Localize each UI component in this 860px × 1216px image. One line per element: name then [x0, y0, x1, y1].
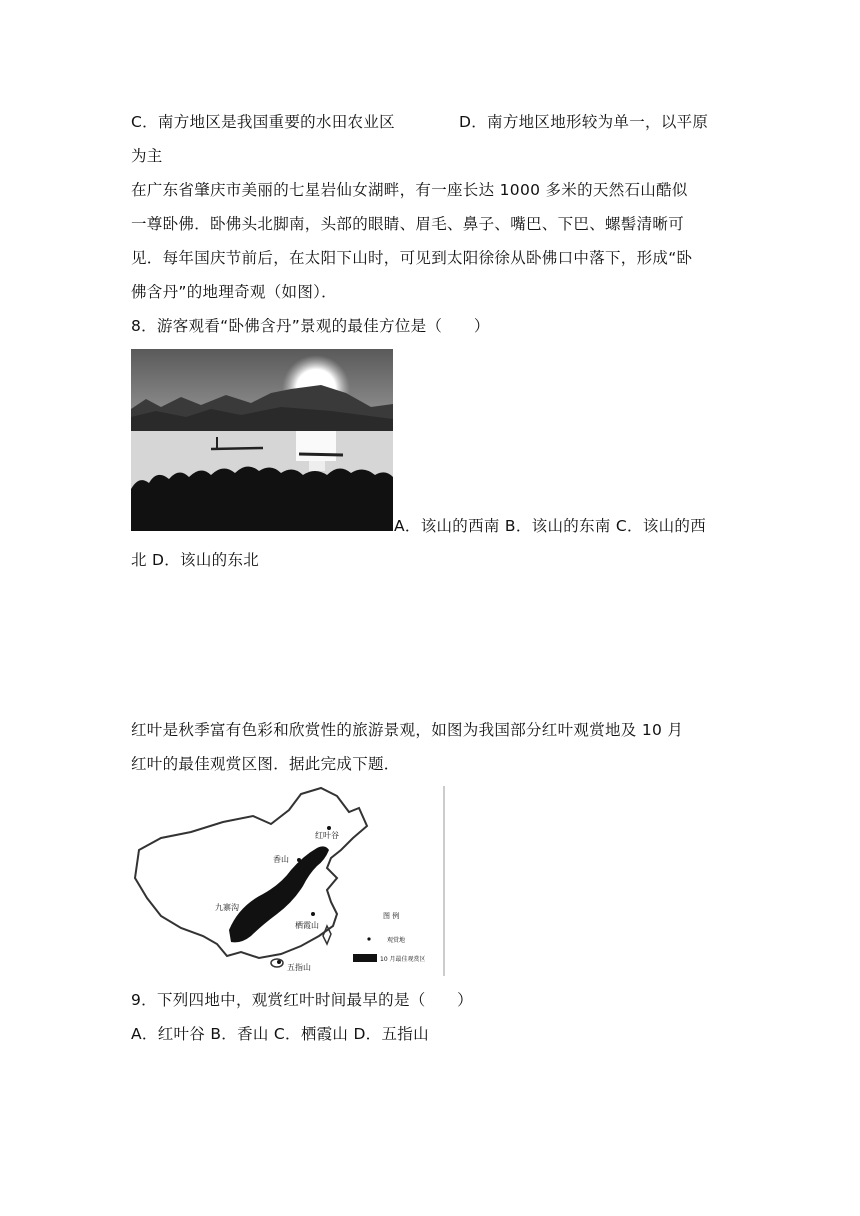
- passage1-line-2: 一尊卧佛．卧佛头北脚南，头部的眼睛、眉毛、鼻子、嘴巴、下巴、螺髻清晰可: [131, 215, 685, 233]
- q8-options-line-2: 北 D．该山的东北: [131, 551, 260, 569]
- q8-options-line-1: A．该山的西南 B．该山的东南 C．该山的西: [394, 517, 707, 535]
- passage2-line-2: 红叶的最佳观赏区图．据此完成下题．: [131, 755, 400, 773]
- legend-point-label: 观赏地: [387, 937, 406, 944]
- red-leaf-map: [131, 786, 445, 976]
- legend-point-marker: [367, 937, 370, 940]
- q7-option-c: C．南方地区是我国重要的水田农业区: [131, 113, 395, 131]
- place-label-hongyegu: 红叶谷: [315, 831, 339, 840]
- passage1-line-4: 佛含丹”的地理奇观（如图）．: [131, 283, 337, 301]
- legend-title: 图 例: [383, 912, 400, 920]
- place-label-wuzhishan: 五指山: [287, 963, 311, 972]
- q9-options: A．红叶谷 B．香山 C．栖霞山 D．五指山: [131, 1025, 429, 1043]
- passage1-line-1: 在广东省肇庆市美丽的七星岩仙女湖畔，有一座长达 1000 多米的天然石山酷似: [131, 181, 688, 199]
- legend-area-label: 10 月最佳观赏区: [380, 956, 426, 963]
- legend-area-swatch: [353, 954, 377, 962]
- place-label-qixiashan: 栖霞山: [295, 921, 319, 930]
- place-label-jiuzhaigou: 九寨沟: [215, 903, 239, 912]
- passage2-line-1: 红叶是秋季富有色彩和欣赏性的旅游景观，如图为我国部分红叶观赏地及 10 月: [131, 721, 684, 739]
- q7-option-d-cont: 为主: [131, 147, 163, 165]
- q9-stem: 9．下列四地中，观赏红叶时间最早的是（ ）: [131, 991, 473, 1009]
- sunset-photo: [131, 349, 393, 531]
- q8-stem: 8．游客观看“卧佛含丹”景观的最佳方位是（ ）: [131, 317, 490, 335]
- passage1-line-3: 见．每年国庆节前后，在太阳下山时，可见到太阳徐徐从卧佛口中落下，形成“卧: [131, 249, 693, 267]
- place-label-xiangshan: 香山: [273, 855, 289, 864]
- q7-option-d: D．南方地区地形较为单一，以平原: [459, 113, 709, 131]
